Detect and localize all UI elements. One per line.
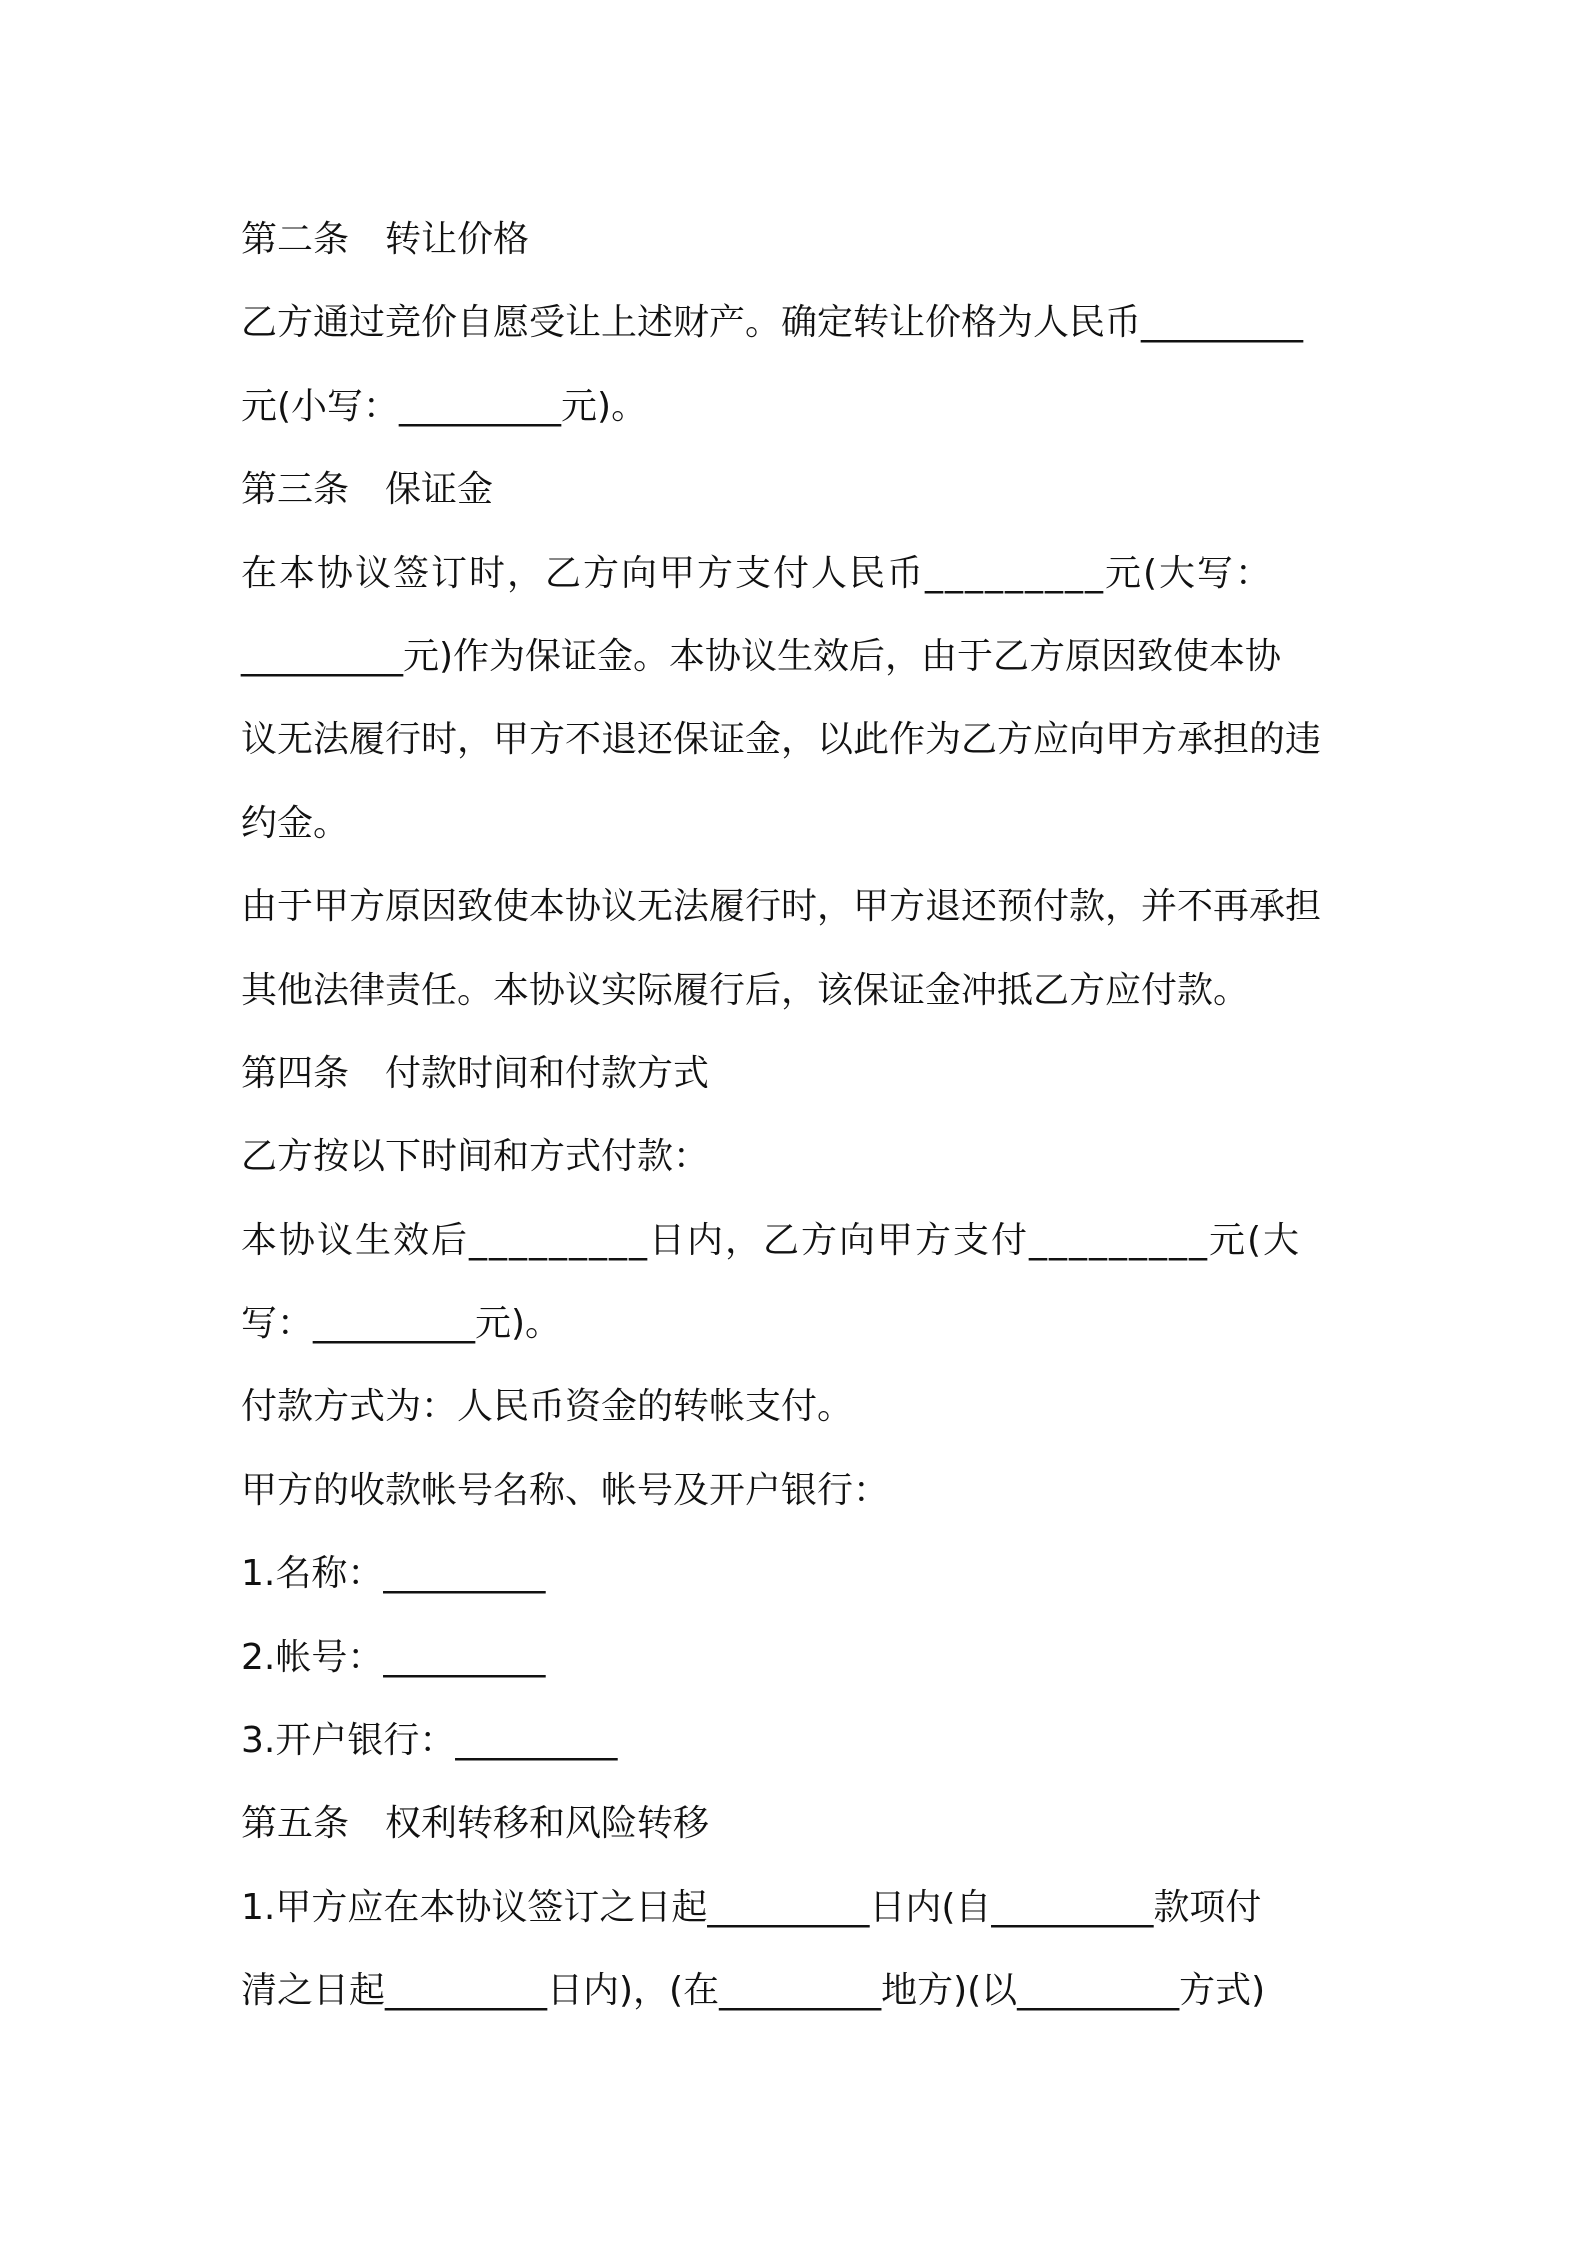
article-heading-3: 第三条 保证金: [241, 469, 494, 511]
paragraph-line: 付款方式为：人民币资金的转帐支付。: [241, 1386, 854, 1428]
article-heading-4: 第四条 付款时间和付款方式: [241, 1052, 710, 1094]
paragraph-line: 在本协议签订时，乙方向甲方支付人民币_________元(大写：: [241, 552, 1274, 594]
paragraph-line: 约金。: [241, 802, 350, 844]
document-body: [241, 198, 1351, 2033]
paragraph-line: _________元)作为保证金。本协议生效后，由于乙方原因致使本协: [241, 635, 1282, 677]
paragraph-line: 议无法履行时，甲方不退还保证金，以此作为乙方应向甲方承担的违: [241, 719, 1322, 761]
paragraph-line: 1.甲方应在本协议签订之日起_________日内(自_________款项付: [241, 1886, 1262, 1928]
list-item: 1.名称：_________: [241, 1553, 546, 1595]
article-heading-2: 第二条 转让价格: [241, 219, 530, 260]
paragraph-line: 其他法律责任。本协议实际履行后，该保证金冲抵乙方应付款。: [241, 969, 1250, 1011]
paragraph-line: 乙方通过竞价自愿受让上述财产。确定转让价格为人民币_________: [241, 302, 1304, 344]
paragraph-line: 元(小写：_________元)。: [241, 385, 648, 427]
list-item: 3.开户银行：_________: [241, 1720, 618, 1762]
list-item: 2.帐号：_________: [241, 1636, 546, 1678]
article-heading-5: 第五条 权利转移和风险转移: [241, 1803, 710, 1845]
paragraph-line: 清之日起_________日内)，(在_________地方)(以_________方式): [241, 1970, 1266, 2012]
paragraph-line: 甲方的收款帐号名称、帐号及开户银行：: [241, 1469, 890, 1511]
paragraph-line: 乙方按以下时间和方式付款：: [241, 1136, 710, 1178]
paragraph-line: 写：_________元)。: [241, 1303, 562, 1345]
paragraph-line: 由于甲方原因致使本协议无法履行时，甲方退还预付款，并不再承担: [241, 886, 1322, 928]
paragraph-line: 本协议生效后_________日内，乙方向甲方支付_________元(大: [241, 1219, 1302, 1261]
